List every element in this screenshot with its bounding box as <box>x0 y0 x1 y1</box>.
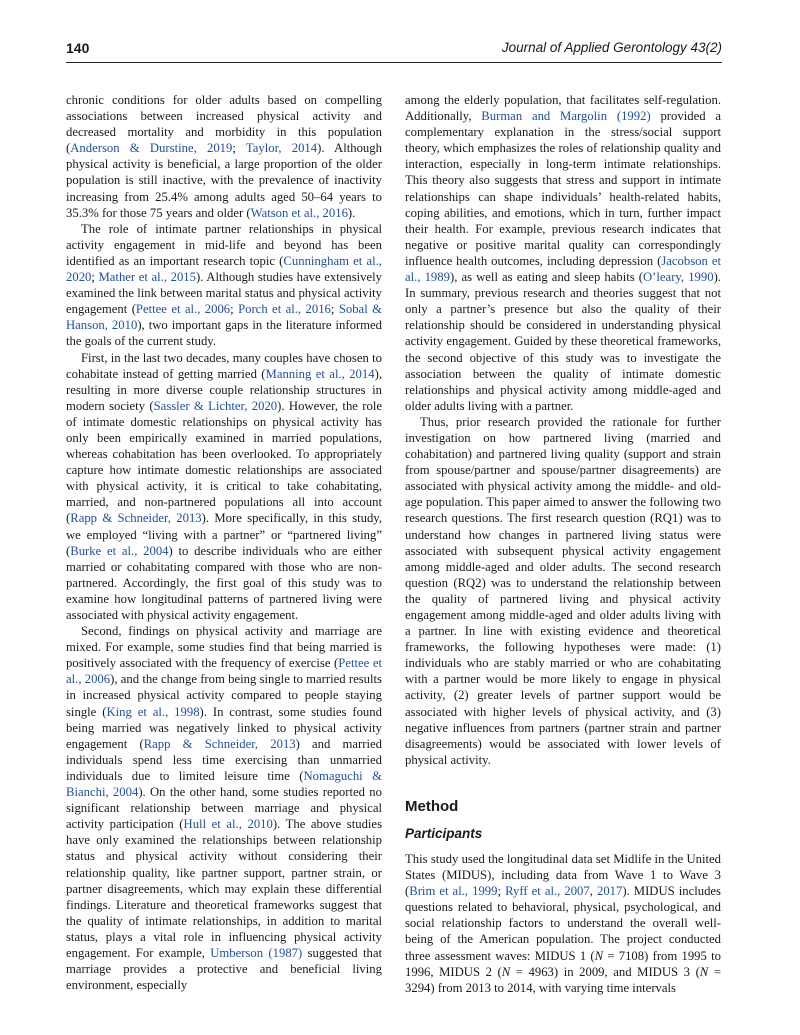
paragraph: Second, findings on physical activity and marriage are mixed. For example, some studies find that being married is positively associated with the frequency of exercise (Pettee et al., 2006), and the change from being single to married results in increased physical activity compared to people staying single (King et al., 1998). In contrast, some studies found being married was negatively linked to physical activity engagement (Rapp & Schneider, 2013) and married individuals spend less time exercising than unmarried individuals due to limited leisure time (Nomaguchi & Bianchi, 2004). On the other hand, some studies reported no significant relationship between marriage and physical activity participation (Hull et al., 2010). The above studies have only examined the relationships between relationship status and physical activity without considering their relationship quality, like partner support, partner strain, or partner disagreements, which may explain these differential findings. Literature and theoretical frameworks suggest that the quality of intimate relationships, in addition to marital status, plays a vital role in influencing physical activity engagement. For example, Umberson (1987) suggested that marriage provides a protective and beneficial living environment, especially <box>66 624 383 993</box>
citation-link[interactable]: Umberson (1987) <box>210 945 303 960</box>
running-head: Journal of Applied Gerontology 43(2) <box>501 40 722 55</box>
citation-link[interactable]: Manning et al., 2014 <box>265 366 375 381</box>
paragraph: This study used the longitudinal data set Midlife in the United States (MIDUS), including data from Wave 1 to Wave 3 (Brim et al., 1999; Ryff et al., 2007, 2017). MIDUS includes questions related to behavioral, physical, psychological, and social relationship factors to understand the overall well-being of the American population. The project conducted three assessment waves: MIDUS 1 (N = 7108) from 1995 to 1996, MIDUS 2 (N = 4963) in 2009, and MIDUS 3 (N = 3294) from 2013 to 2014, with varying time intervals <box>405 851 721 995</box>
paragraph: chronic conditions for older adults based on compelling associations between increased physical activity and decreased mortality and morbidity in this population (Anderson & Durstine, 2019; Taylor, 2014). Although physical activity is beneficial, a large proportion of the older population is still inactive, with the prevalence of inactivity increasing from 25.4% among adults aged 50–64 years to 35.3% for those 75 years and older (Watson et al., 2016). <box>66 93 382 220</box>
citation-link[interactable]: King et al., 1998 <box>106 704 200 719</box>
left-column <box>66 92 382 993</box>
citation-link[interactable]: Pettee et al., 2006 <box>66 656 382 687</box>
citation-link[interactable]: Burman and Margolin (1992) <box>481 109 651 124</box>
citation-link[interactable]: Anderson & Durstine, 2019 <box>70 141 233 156</box>
paragraph: among the elderly population, that facilitates self-regulation. Additionally, Burman and Margolin (1992) provided a complementary explanation in the stress/social support theory, which emphasizes the roles of relationship quality and interaction, especially in long-term intimate relationships. This theory also suggests that stress and support in intimate relationships can shape individuals’ health-related habits, coping abilities, and emotions, which in turn, further impact their health. For example, previous research indicates that negative or positive marital quality can correspondingly influence health outcomes, including depression (Jacobson et al., 1989), as well as eating and sleep habits (O’leary, 1990). In summary, previous research and theories suggest that not only a partner’s presence but also the quality of their relationship should be considered in understanding physical activity engagement. Guided by these theoretical frameworks, the second objective of this study was to investigate the association between the quality of intimate domestic relationships and physical activity among middle-aged and older adults living with a partner. <box>405 93 721 413</box>
italic-variable: N <box>501 964 511 979</box>
citation-link[interactable]: 2017 <box>596 884 623 899</box>
italic-variable: N <box>594 948 604 963</box>
paragraph: The role of intimate partner relationships in physical activity engagement in mid-life and beyond has been identified as an important research topic (Cunningham et al., 2020; Mather et al., 2015). Although studies have extensively examined the link between marital status and physical activity engagement (Pettee et al., 2006; Porch et al., 2016; Sobal & Hanson, 2010), two important gaps in the literature informed the goals of the current study. <box>66 221 383 349</box>
citation-link[interactable]: Nomaguchi & Bianchi, 2004 <box>66 768 382 800</box>
citation-link[interactable]: Sobal & Hanson, 2010 <box>66 302 382 333</box>
subsection-heading-participants: Participants <box>405 825 483 841</box>
right-column <box>405 92 721 996</box>
paragraph: Thus, prior research provided the rationale for further investigation on how partnered living (married and cohabitation) and partnered living quality (support and strain from spouse/partner and spouse/partner disagreements) are associated with physical activity among the middle- and old-age population. This paper aimed to answer the following two research questions. The first research question (RQ1) was to understand how changes in partnered living status were associated with subsequent physical activity engagement among middle-aged and older adults. The second research question (RQ2) was to understand the relationship between the quality of partnered living and physical activity engagement among middle-aged and older adults living with a partner. In line with existing evidence and theoretical frameworks, the following hypotheses were made: (1) individuals who are stably married or who are cohabitating with a partner would be more likely to engage in physical activity, (2) greater levels of partner support would be associated with higher levels of physical activity, and (3) negative influences from partners (partner strain and partner disagreements) would be associated with lower levels of physical activity. <box>405 414 721 767</box>
citation-link[interactable]: Burke et al., 2004 <box>70 543 169 558</box>
citation-link[interactable]: Brim et al., 1999 <box>409 884 498 899</box>
citation-link[interactable]: Ryff et al., 2007 <box>505 884 590 899</box>
section-heading-method: Method <box>405 797 459 815</box>
citation-link[interactable]: Watson et al., 2016 <box>250 205 348 220</box>
citation-link[interactable]: Rapp & Schneider, 2013 <box>143 736 296 751</box>
citation-link[interactable]: Porch et al., 2016 <box>238 302 331 317</box>
citation-link[interactable]: Cunningham et al., 2020 <box>66 253 382 285</box>
citation-link[interactable]: Taylor, 2014 <box>245 141 318 156</box>
citation-link[interactable]: Pettee et al., 2006 <box>135 302 231 317</box>
paragraph: First, in the last two decades, many couples have chosen to cohabitate instead of getting married (Manning et al., 2014), resulting in more diverse couple relationship structures in modern society (Sassler & Lichter, 2020). However, the role of intimate domestic relationships on physical activity has only been empirically examined in married populations, whereas cohabitation has been overlooked. To appropriately capture how intimate domestic relationships are associated with physical activity, it is critical to take cohabitating, married, and non-partnered populations all into account (Rapp & Schneider, 2013). More specifically, in this study, we employed “living with a partner” or “partnered living” (Burke et al., 2004) to describe individuals who are either married or cohabitating compared with those who are non-partnered. Accordingly, the first goal of this study was to examine how longitudinal patterns of partnered living were associated with physical activity engagement. <box>66 350 383 622</box>
italic-variable: N <box>699 964 709 979</box>
header-rule <box>66 62 722 63</box>
citation-link[interactable]: O’leary, 1990 <box>643 270 714 285</box>
page-number: 140 <box>66 40 90 56</box>
citation-link[interactable]: Hull et al., 2010 <box>183 817 273 832</box>
citation-link[interactable]: Sassler & Lichter, 2020 <box>153 398 278 413</box>
citation-link[interactable]: Jacobson et al., 1989 <box>405 253 721 285</box>
citation-link[interactable]: Mather et al., 2015 <box>98 270 196 285</box>
citation-link[interactable]: Rapp & Schneider, 2013 <box>70 511 202 526</box>
